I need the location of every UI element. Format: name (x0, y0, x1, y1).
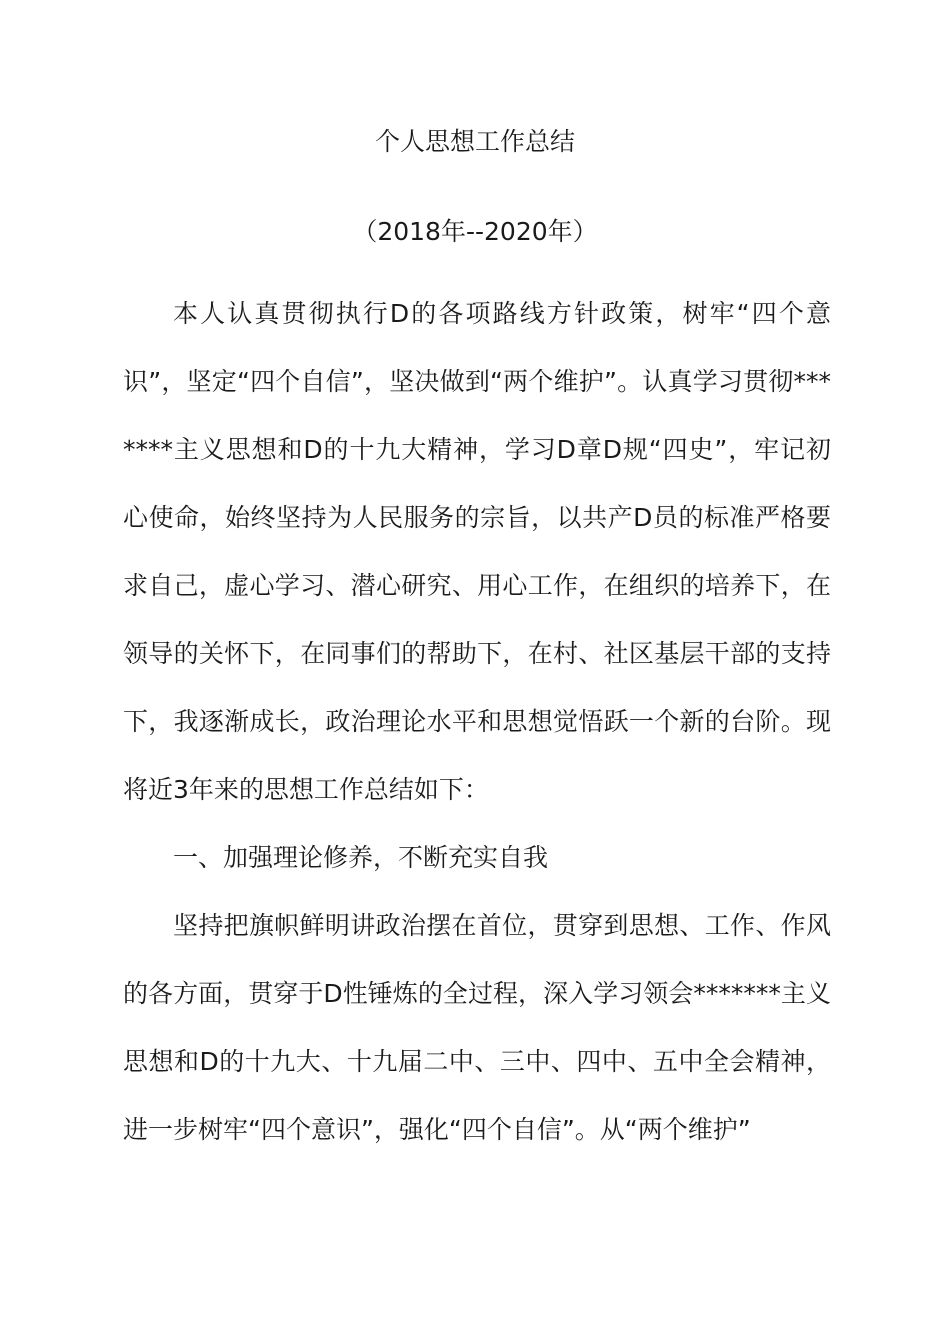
document-title: 个人思想工作总结 (374, 127, 575, 156)
paragraph-intro: 本人认真贯彻执行D的各项路线方针政策，树牢“四个意识”，坚定“四个自信”，坚决做到“两个维护”。认真学习贯彻*******主义思想和D的十九大精神，学习D章D规“四史”，牢记初心使命，始终坚持为人民服务的宗旨，以共产D员的标准严格要求自己，虚心学习、潜心研究、用心工作，在组织的培养下，在领导的关怀下，在同事们的帮助下，在村、社区基层干部的支持下，我逐渐成长，政治理论水平和思想觉悟跃一个新的台阶。现将近3年来的思想工作总结如下： (123, 299, 831, 804)
document-body (123, 280, 831, 1164)
paragraph-section-1: 坚持把旗帜鲜明讲政治摆在首位，贯穿到思想、工作、作风的各方面，贯穿于D性锤炼的全过程，深入学习领会*******主义思想和D的十九大、十九届二中、三中、四中、五中全会精神，进一步树牢“四个意识”，强化“四个自信”。从“两个维护” (123, 911, 831, 1144)
document-subtitle: （2018年--2020年） (352, 217, 598, 246)
section-heading-1: 一、加强理论修养，不断充实自我 (173, 843, 549, 872)
